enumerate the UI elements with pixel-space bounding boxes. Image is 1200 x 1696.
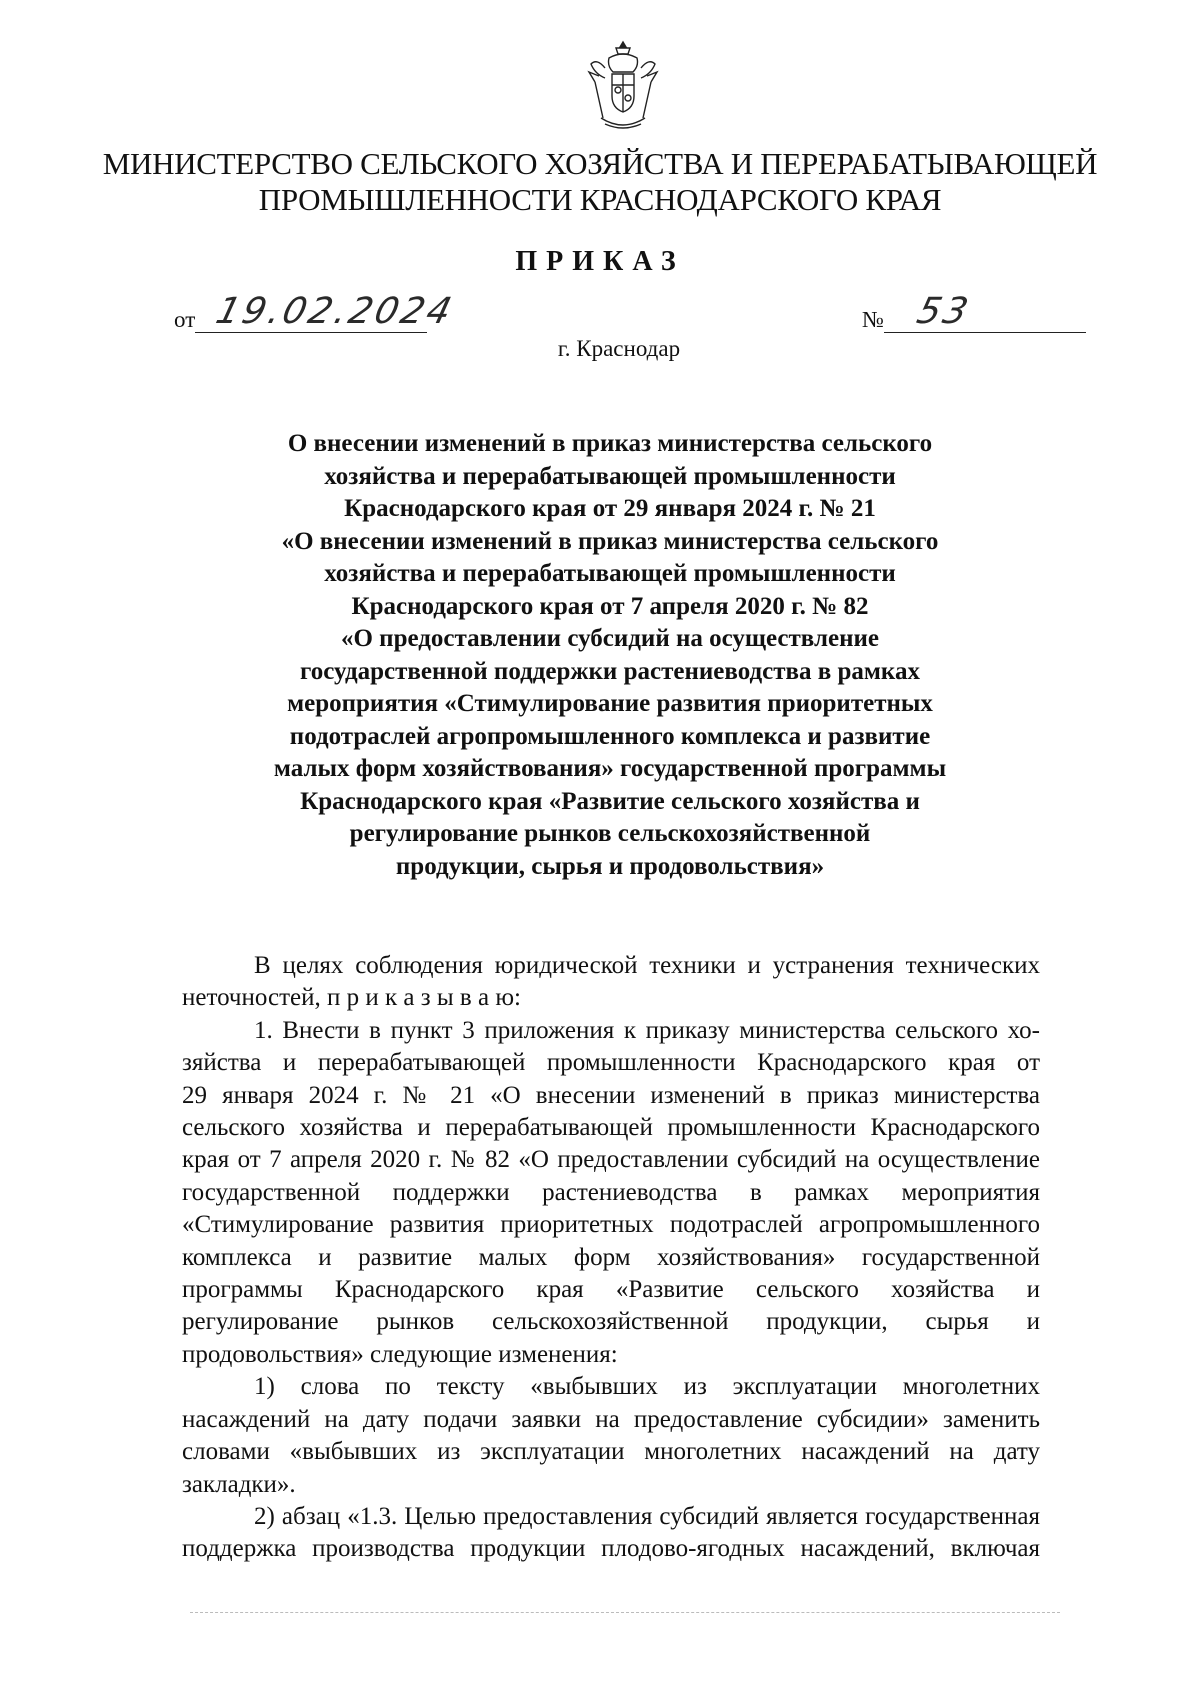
title-line: хозяйства и перерабатывающей промышленности bbox=[324, 560, 896, 587]
paragraph-item-1-line: комплекса и развитие малых форм хозяйствования» государственной bbox=[182, 1243, 1040, 1271]
title-line: «О предоставлении субсидий на осуществление bbox=[340, 625, 879, 652]
paragraph-item-1-line: программы Краснодарского края «Развитие сельского хозяйства и bbox=[182, 1276, 1040, 1304]
paragraph-preamble-line: неточностей, п р и к а з ы в а ю: bbox=[182, 984, 521, 1012]
paragraph-item-1-line: сельского хозяйства и перерабатывающей промышленности Краснодарского bbox=[182, 1114, 1040, 1142]
paragraph-item-1-line: 1. Внести в пункт 3 приложения к приказу министерства сельского хо- bbox=[254, 1016, 1040, 1044]
title-line: государственной поддержки растениеводства в рамках bbox=[300, 657, 920, 685]
number-underline bbox=[884, 291, 1086, 333]
title-line: Краснодарского края «Развитие сельского хозяйства и bbox=[300, 787, 920, 815]
city: г. Краснодар bbox=[557, 336, 681, 361]
paragraph-preamble-line: В целях соблюдения юридической техники и устранения технических bbox=[254, 952, 1040, 979]
title-line: подотраслей агропромышленного комплекса и развитие bbox=[289, 722, 931, 750]
paragraph-subitem-1-line: насаждений на дату подачи заявки на предоставление субсидии» заменить bbox=[182, 1405, 1040, 1433]
paragraph-item-1-line: «Стимулирование развития приоритетных подотраслей агропромышленного bbox=[182, 1211, 1040, 1239]
title-line: Краснодарского края от 7 апреля 2020 г. № 82 bbox=[351, 592, 869, 620]
coat-of-arms-emblem bbox=[585, 38, 661, 134]
paragraph-subitem-2-line: поддержка производства продукции плодово-ягодных насаждений, включая bbox=[182, 1535, 1040, 1563]
date-underline bbox=[195, 291, 459, 333]
paragraph-item-1-line: продовольствия» следующие изменения: bbox=[182, 1340, 618, 1368]
paragraph-subitem-1-line: 1) слова по тексту «выбывших из эксплуатации многолетних bbox=[254, 1373, 1040, 1401]
document-body bbox=[182, 950, 1040, 1566]
footer-divider bbox=[190, 1612, 1060, 1613]
document-title bbox=[170, 428, 1050, 883]
number-prefix: № bbox=[862, 307, 884, 332]
title-line: малых форм хозяйствования» государственной программы bbox=[273, 755, 947, 782]
date-prefix: от bbox=[174, 307, 196, 332]
paragraph-subitem-2-line: 2) абзац «1.3. Целью предоставления субсидий является государственная bbox=[254, 1502, 1040, 1530]
title-line: регулирование рынков сельскохозяйственной bbox=[349, 820, 871, 847]
title-line: продукции, сырья и продовольствия» bbox=[395, 852, 825, 880]
title-line: хозяйства и перерабатывающей промышленности bbox=[324, 462, 896, 490]
title-line: О внесении изменений в приказ министерства сельского bbox=[287, 430, 933, 457]
paragraph-item-1-line: зяйства и перерабатывающей промышленности Краснодарского края от bbox=[182, 1049, 1040, 1077]
ministry-name bbox=[100, 146, 1100, 218]
ministry-line-1: МИНИСТЕРСТВО СЕЛЬСКОГО ХОЗЯЙСТВА И ПЕРЕРАБАТЫВАЮЩЕЙ bbox=[102, 146, 1098, 181]
paragraph-item-1-line: края от 7 апреля 2020 г. № 82 «О предоставлении субсидий на осуществление bbox=[182, 1146, 1040, 1174]
paragraph-item-1-line: 29 января 2024 г. № 21 «О внесении изменений в приказ министерства bbox=[182, 1081, 1040, 1109]
title-line: Краснодарского края от 29 января 2024 г. № 21 bbox=[344, 495, 876, 522]
paragraph-subitem-1-line: закладки». bbox=[182, 1470, 296, 1498]
document-type: ПРИКАЗ bbox=[515, 246, 685, 277]
title-line: «О внесении изменений в приказ министерства сельского bbox=[281, 527, 939, 555]
date-field bbox=[174, 291, 459, 333]
paragraph-subitem-1-line: словами «выбывших из эксплуатации многолетних насаждений на дату bbox=[182, 1438, 1040, 1466]
ministry-line-2: ПРОМЫШЛЕННОСТИ КРАСНОДАРСКОГО КРАЯ bbox=[258, 182, 942, 217]
number-field bbox=[862, 291, 1086, 333]
paragraph-item-1-line: регулирование рынков сельскохозяйственной продукции, сырья и bbox=[182, 1308, 1040, 1336]
paragraph-item-1-line: государственной поддержки растениеводства в рамках мероприятия bbox=[182, 1178, 1040, 1206]
title-line: мероприятия «Стимулирование развития приоритетных bbox=[287, 690, 933, 717]
handwritten-number: 53 bbox=[912, 291, 975, 332]
handwritten-date: 19.02.2024 bbox=[212, 291, 459, 332]
